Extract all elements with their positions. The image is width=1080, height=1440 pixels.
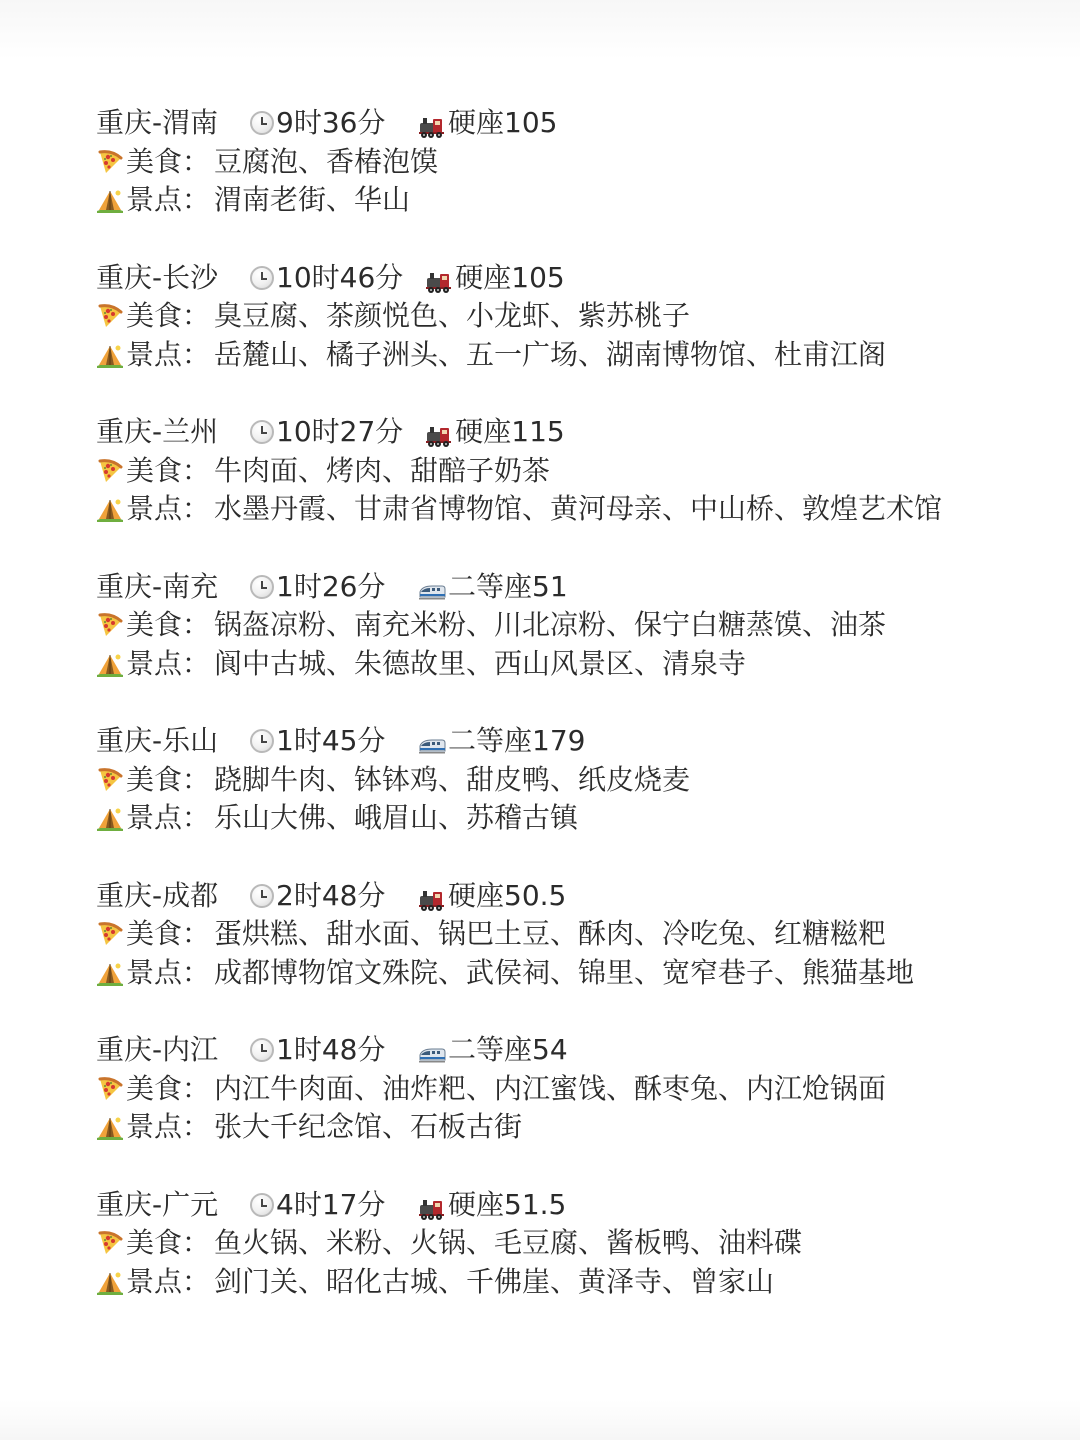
route-name: 重庆-南充 — [96, 569, 219, 603]
route-name: 重庆-广元 — [96, 1187, 219, 1221]
sights-label: 景点： — [126, 492, 211, 525]
route-header — [96, 1031, 1056, 1070]
food-line — [96, 606, 1056, 645]
food-label: 美食： — [126, 453, 211, 487]
food-line — [96, 1070, 1056, 1109]
food-list: 内江牛肉面、油炸粑、内江蜜饯、酥枣兔、内江炝锅面 — [214, 1071, 887, 1105]
food-label: 美食： — [126, 608, 211, 641]
steam-locomotive-icon — [418, 111, 446, 135]
food-list: 豆腐泡、香椿泡馍 — [214, 144, 439, 178]
clock-icon — [250, 111, 274, 135]
sights-line — [96, 1108, 1056, 1147]
camping-tent-icon — [96, 959, 124, 987]
route-name: 重庆-长沙 — [96, 260, 219, 294]
sights-line — [96, 490, 1056, 529]
food-list: 鱼火锅、米粉、火锅、毛豆腐、酱板鸭、油料碟 — [214, 1226, 803, 1259]
seat-price: 硬座105 — [448, 106, 558, 139]
camping-tent-icon — [96, 341, 124, 369]
route-name: 重庆-成都 — [96, 878, 219, 912]
food-label: 美食： — [126, 1071, 211, 1105]
pizza-icon — [96, 1075, 124, 1103]
clock-icon — [250, 1193, 274, 1217]
route-header — [96, 568, 1056, 607]
clock-icon — [250, 1038, 274, 1062]
seat-price: 硬座50.5 — [448, 878, 567, 912]
travel-duration: 4时17分 — [276, 1187, 386, 1221]
route-block — [96, 104, 1056, 259]
sights-list: 岳麓山、橘子洲头、五一广场、湖南博物馆、杜甫江阁 — [214, 337, 887, 371]
seat-price: 二等座51 — [448, 569, 568, 603]
seat-price: 硬座105 — [455, 260, 565, 294]
travel-duration: 1时45分 — [276, 724, 386, 757]
sights-label: 景点： — [126, 1110, 211, 1143]
pizza-icon — [96, 457, 124, 485]
camping-tent-icon — [96, 650, 124, 678]
sights-label: 景点： — [126, 1264, 211, 1298]
travel-duration: 9时36分 — [276, 106, 386, 139]
pizza-icon — [96, 766, 124, 794]
bottom-fade — [0, 1400, 1080, 1440]
seat-price: 硬座51.5 — [448, 1187, 567, 1221]
sights-list: 渭南老街、华山 — [214, 183, 411, 216]
food-line — [96, 761, 1056, 800]
clock-icon — [250, 884, 274, 908]
pizza-icon — [96, 611, 124, 639]
pizza-icon — [96, 920, 124, 948]
sights-label: 景点： — [126, 337, 211, 371]
food-label: 美食： — [126, 762, 211, 796]
seat-price: 二等座179 — [448, 724, 586, 757]
route-name: 重庆-乐山 — [96, 724, 219, 757]
sights-list: 乐山大佛、峨眉山、苏稽古镇 — [214, 801, 579, 834]
sights-label: 景点： — [126, 801, 211, 834]
route-name: 重庆-内江 — [96, 1033, 219, 1066]
route-name: 重庆-渭南 — [96, 106, 219, 139]
food-list: 跷脚牛肉、钵钵鸡、甜皮鸭、纸皮烧麦 — [214, 762, 691, 796]
top-fade — [0, 0, 1080, 60]
route-header — [96, 259, 1056, 298]
route-name: 重庆-兰州 — [96, 415, 219, 448]
travel-duration: 1时48分 — [276, 1033, 386, 1066]
route-header — [96, 877, 1056, 916]
clock-icon — [250, 420, 274, 444]
route-header — [96, 1186, 1056, 1225]
food-list: 牛肉面、烤肉、甜醅子奶茶 — [214, 453, 551, 487]
food-label: 美食： — [126, 1226, 211, 1259]
sights-list: 剑门关、昭化古城、千佛崖、黄泽寺、曾家山 — [214, 1264, 775, 1298]
camping-tent-icon — [96, 495, 124, 523]
clock-icon — [250, 575, 274, 599]
sights-line — [96, 645, 1056, 684]
route-block — [96, 877, 1056, 1032]
travel-duration: 10时46分 — [276, 260, 404, 294]
camping-tent-icon — [96, 1113, 124, 1141]
route-header — [96, 722, 1056, 761]
food-list: 锅盔凉粉、南充米粉、川北凉粉、保宁白糖蒸馍、油茶 — [214, 608, 887, 641]
route-block — [96, 568, 1056, 723]
food-list: 臭豆腐、茶颜悦色、小龙虾、紫苏桃子 — [214, 299, 691, 332]
travel-duration: 1时26分 — [276, 569, 386, 603]
high-speed-train-icon — [418, 575, 446, 599]
sights-line — [96, 799, 1056, 838]
high-speed-train-icon — [418, 729, 446, 753]
camping-tent-icon — [96, 1268, 124, 1296]
sights-line — [96, 336, 1056, 375]
sights-label: 景点： — [126, 955, 211, 989]
route-block — [96, 722, 1056, 877]
pizza-icon — [96, 302, 124, 330]
route-block — [96, 259, 1056, 414]
sights-line — [96, 181, 1056, 220]
steam-locomotive-icon — [425, 420, 453, 444]
clock-icon — [250, 729, 274, 753]
sights-label: 景点： — [126, 183, 211, 216]
travel-duration: 2时48分 — [276, 878, 386, 912]
route-block — [96, 1031, 1056, 1186]
sights-list: 阆中古城、朱德故里、西山风景区、清泉寺 — [214, 646, 747, 680]
route-block — [96, 413, 1056, 568]
food-line — [96, 143, 1056, 182]
seat-price: 二等座54 — [448, 1033, 568, 1066]
steam-locomotive-icon — [418, 884, 446, 908]
route-header — [96, 104, 1056, 143]
seat-price: 硬座115 — [455, 415, 565, 448]
camping-tent-icon — [96, 804, 124, 832]
sights-label: 景点： — [126, 646, 211, 680]
steam-locomotive-icon — [418, 1193, 446, 1217]
sights-list: 张大千纪念馆、石板古街 — [214, 1110, 523, 1143]
food-label: 美食： — [126, 144, 211, 178]
high-speed-train-icon — [418, 1038, 446, 1062]
route-header — [96, 413, 1056, 452]
sights-line — [96, 1263, 1056, 1302]
steam-locomotive-icon — [425, 266, 453, 290]
camping-tent-icon — [96, 186, 124, 214]
sights-list: 成都博物馆文殊院、武侯祠、锦里、宽窄巷子、熊猫基地 — [214, 955, 915, 989]
food-line — [96, 915, 1056, 954]
food-list: 蛋烘糕、甜水面、锅巴土豆、酥肉、冷吃兔、红糖糍粑 — [214, 917, 887, 950]
food-line — [96, 297, 1056, 336]
sights-line — [96, 954, 1056, 993]
pizza-icon — [96, 148, 124, 176]
clock-icon — [250, 266, 274, 290]
route-block — [96, 1186, 1056, 1341]
route-list — [96, 104, 1056, 1340]
food-label: 美食： — [126, 917, 211, 950]
travel-duration: 10时27分 — [276, 415, 404, 448]
food-line — [96, 1224, 1056, 1263]
pizza-icon — [96, 1229, 124, 1257]
food-line — [96, 452, 1056, 491]
sights-list: 水墨丹霞、甘肃省博物馆、黄河母亲、中山桥、敦煌艺术馆 — [214, 492, 943, 525]
food-label: 美食： — [126, 299, 211, 332]
